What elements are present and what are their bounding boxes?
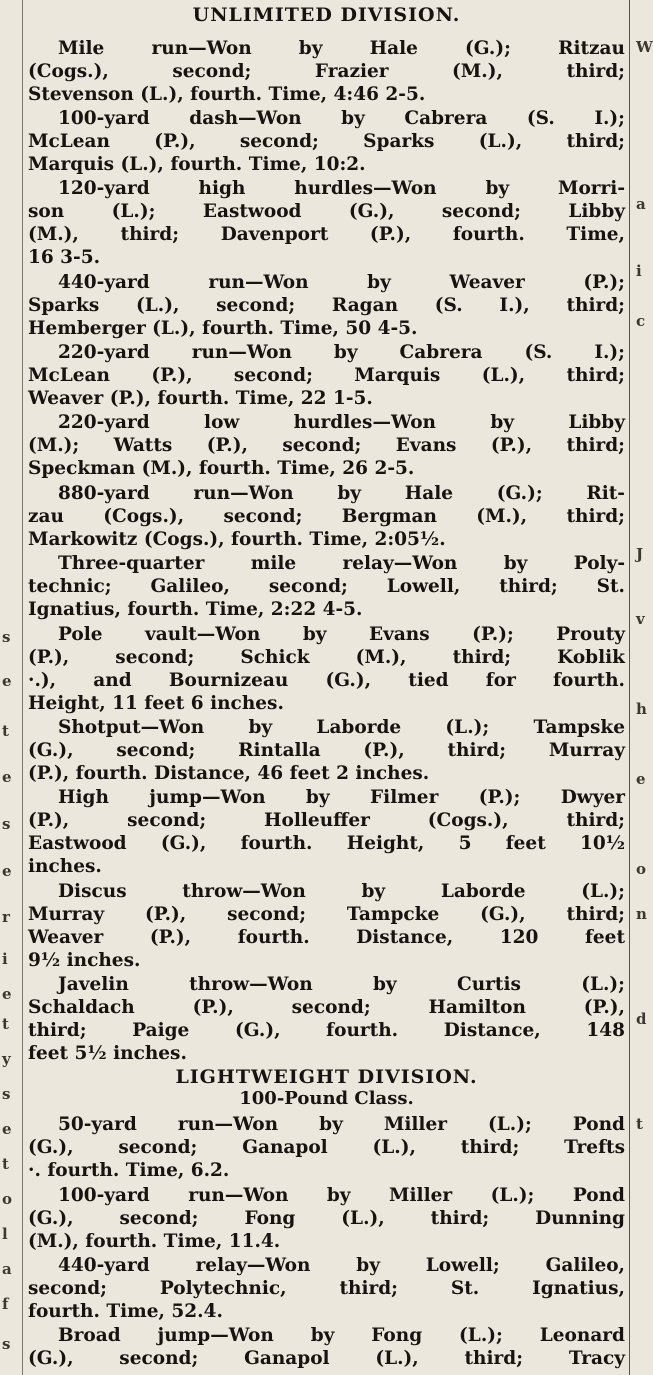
margin-fragment: o [636,860,647,878]
margin-fragment: t [2,1155,9,1173]
right-margin-adjacent-column [636,0,653,1375]
result-line: Speckman (M.), fourth. Time, 26 2-5. [28,458,415,479]
result-line: Height, 11 feet 6 inches. [28,693,284,714]
result-line: (M.), third; Davenport (P.), fourth. Time, [28,224,625,245]
result-line: Javelin throw—Won by Curtis (L.); [58,974,625,995]
result-line: 16 3-5. [28,247,101,268]
result-line: Stevenson (L.), fourth. Time, 4:46 2-5. [28,84,426,105]
result-line: (G.), second; Ganapol (L.), third; Trefts [28,1137,625,1158]
margin-fragment: l [2,1225,8,1243]
result-line: feet 5½ inches. [28,1043,187,1064]
margin-fragment: e [636,770,646,788]
result-line: Sparks (L.), second; Ragan (S. I.), third; [28,295,625,316]
margin-fragment: e [2,768,12,786]
result-line: second; Polytechnic, third; St. Ignatius, [28,1278,625,1299]
result-line: (M.); Watts (P.), second; Evans (P.), third; [28,435,625,456]
result-line: (P.), second; Schick (M.), third; Koblik [28,647,625,668]
result-line: (Cogs.), second; Frazier (M.), third; [28,61,625,82]
margin-fragment: d [636,1010,647,1028]
left-margin-adjacent-column [0,0,18,1375]
result-line: 440-yard run—Won by Weaver (P.); [58,272,625,293]
result-line: (M.), fourth. Time, 11.4. [28,1231,281,1252]
margin-fragment: r [2,908,10,926]
article-column [28,0,625,1375]
result-line: 9½ inches. [28,950,141,971]
margin-fragment: e [2,672,12,690]
result-line: Schaldach (P.), second; Hamilton (P.), [28,997,625,1018]
margin-fragment: a [636,195,646,213]
result-line: fourth. Time, 52.4. [28,1301,223,1322]
result-line: 880-yard run—Won by Hale (G.); Rit- [58,483,625,504]
result-line: Three-quarter mile relay—Won by Poly- [58,553,625,574]
result-line: (G.), second; Ganapol (L.), third; Tracy [28,1348,625,1369]
result-line: (P.), fourth. Distance, 46 feet 2 inches. [28,763,430,784]
margin-fragment: a [2,1260,12,1278]
result-line: Marquis (L.), fourth. Time, 10:2. [28,154,366,175]
result-line: High jump—Won by Filmer (P.); Dwyer [58,787,625,808]
result-line: inches. [28,856,102,877]
margin-fragment: s [2,1085,11,1103]
result-line: Shotput—Won by Laborde (L.); Tampske [58,717,625,738]
column-rule-left [22,0,23,1375]
result-line: Ignatius, fourth. Time, 2:22 4-5. [28,599,363,620]
result-line: Discus throw—Won by Laborde (L.); [58,881,625,902]
result-line: Eastwood (G.), fourth. Height, 5 feet 10½ [28,833,625,854]
result-line: Broad jump—Won by Fong (L.); Leonard [58,1325,625,1346]
result-line: 50-yard run—Won by Miller (L.); Pond [58,1114,625,1135]
lightweight-division-heading: LIGHTWEIGHT DIVISION. [175,1066,478,1088]
column-rule-right [629,0,630,1375]
unlimited-division-heading: UNLIMITED DIVISION. [192,4,461,26]
result-line: McLean (P.), second; Marquis (L.), third; [28,365,625,386]
result-line: ·. fourth. Time, 6.2. [28,1160,230,1181]
margin-fragment: c [636,312,646,330]
margin-fragment: J [636,545,644,563]
result-line: 100-yard dash—Won by Cabrera (S. I.); [58,108,625,129]
result-line: 100-yard run—Won by Miller (L.); Pond [58,1185,625,1206]
result-line: son (L.); Eastwood (G.), second; Libby [28,201,625,222]
margin-fragment: t [2,722,9,740]
margin-fragment: n [636,905,647,923]
margin-fragment: W [636,38,653,56]
result-line: (G.), second; Rintalla (P.), third; Murray [28,740,625,761]
result-line: Markowitz (Cogs.), fourth. Time, 2:05½. [28,529,446,550]
margin-fragment: y [2,1050,11,1068]
result-line: 440-yard relay—Won by Lowell; Galileo, [58,1255,625,1276]
margin-fragment: o [2,1190,13,1208]
result-line: zau (Cogs.), second; Bergman (M.), third; [28,506,625,527]
margin-fragment: e [2,862,12,880]
margin-fragment: v [636,610,645,628]
result-line: third; Paige (G.), fourth. Distance, 148 [28,1020,625,1041]
margin-fragment: s [2,815,11,833]
result-line: ·.), and Bournizeau (G.), tied for fourth. [28,670,625,691]
margin-fragment: e [2,985,12,1003]
result-line: 220-yard run—Won by Cabrera (S. I.); [58,342,625,363]
result-line: technic; Galileo, second; Lowell, third; St. [28,576,625,597]
result-line: Murray (P.), second; Tampcke (G.), third; [28,904,625,925]
result-line: Weaver (P.), fourth. Distance, 120 feet [28,927,625,948]
class-subheading: 100-Pound Class. [239,1088,414,1109]
result-line: Hemberger (L.), fourth. Time, 50 4-5. [28,318,418,339]
result-line: McLean (P.), second; Sparks (L.), third; [28,131,625,152]
result-line: 120-yard high hurdles—Won by Morri- [58,178,625,199]
margin-fragment: e [2,1120,12,1138]
result-line: Weaver (P.), fourth. Time, 22 1-5. [28,388,373,409]
result-line: Mile run—Won by Hale (G.); Ritzau [58,38,625,59]
result-line: (G.), second; Fong (L.), third; Dunning [28,1208,625,1229]
margin-fragment: s [2,628,11,646]
margin-fragment: s [2,1335,11,1353]
margin-fragment: i [2,950,8,968]
result-line: (P.), second; Holleuffer (Cogs.), third; [28,810,625,831]
margin-fragment: t [2,1015,9,1033]
result-line: 220-yard low hurdles—Won by Libby [58,412,625,433]
margin-fragment: t [636,1115,643,1133]
result-line: Pole vault—Won by Evans (P.); Prouty [58,624,625,645]
margin-fragment: i [636,262,642,280]
margin-fragment: h [636,700,647,718]
margin-fragment: f [2,1295,9,1313]
